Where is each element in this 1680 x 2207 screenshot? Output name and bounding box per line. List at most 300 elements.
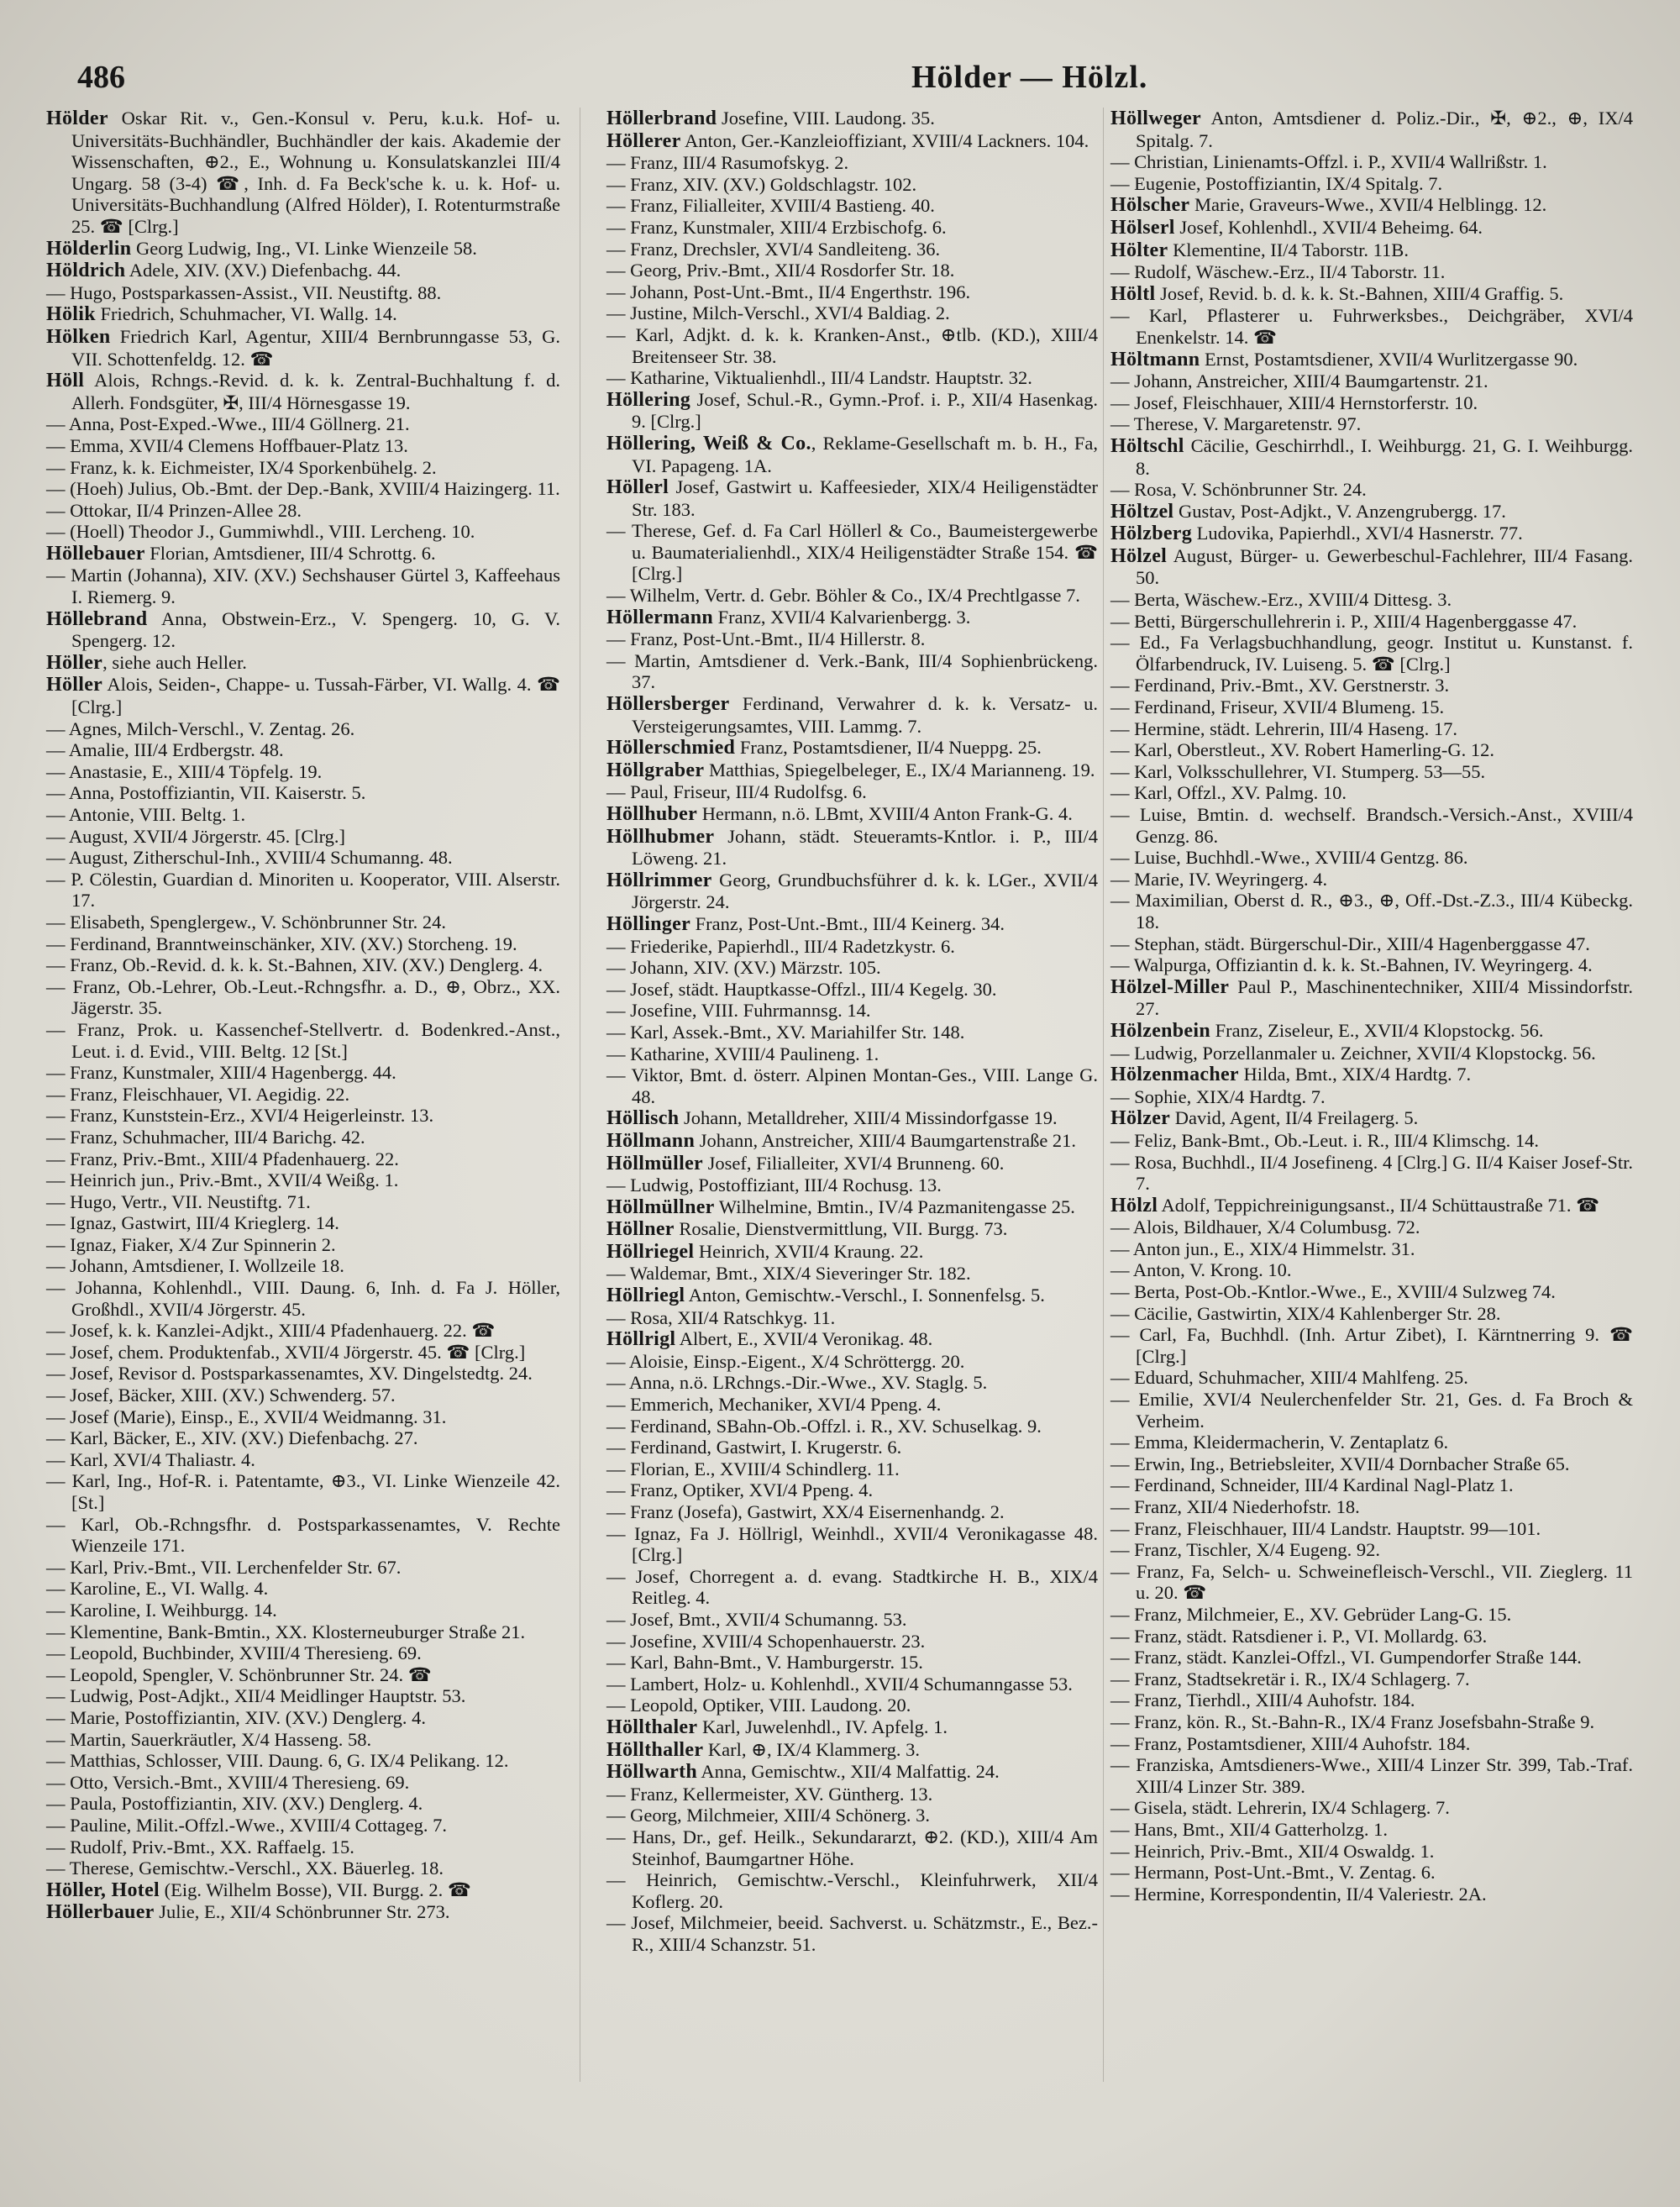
entry-text: , siehe auch Heller.	[102, 651, 247, 673]
entry-text: — August, XVII/4 Jörgerstr. 45. [Clrg.]	[46, 825, 346, 847]
directory-entry	[1110, 283, 1633, 306]
entry-surname: Hölter	[1110, 239, 1168, 261]
directory-entry	[46, 782, 560, 804]
directory-entry	[606, 1416, 1098, 1437]
entry-text: Franz, XVII/4 Kalvarienbergg. 3.	[713, 606, 971, 628]
entry-text: — (Hoell) Theodor J., Gummiwhdl., VIII. Lercheng. 10.	[46, 521, 475, 543]
directory-entry	[1110, 1453, 1633, 1475]
entry-text: — Karl, Bahn-Bmt., V. Hamburgerstr. 15.	[606, 1652, 923, 1674]
entry-text: David, Agent, II/4 Freilagerg. 5.	[1170, 1107, 1419, 1129]
entry-surname: Höllisch	[606, 1107, 680, 1130]
entry-surname: Höll	[46, 370, 85, 392]
entry-surname: Höller	[46, 674, 103, 696]
entry-text: — Franz, städt. Kanzlei-Offzl., VI. Gumpendorfer Straße 144.	[1110, 1647, 1582, 1668]
entry-text: Rosalie, Dienstvermittlung, VII. Burgg. 73.	[674, 1218, 1008, 1240]
entry-text: — Franziska, Amtsdieners-Wwe., XIII/4 Linzer Str. 399, Tab.-Traf. XIII/4 Linzer Str. 389.	[1110, 1754, 1633, 1797]
entry-text: — Ignaz, Fiaker, X/4 Zur Spinnerin 2.	[46, 1233, 336, 1255]
entry-surname: Höllerl	[606, 476, 669, 499]
entry-text: Matthias, Spiegelbeleger, E., IX/4 Marianneng. 19.	[704, 759, 1095, 780]
directory-entry	[1110, 1152, 1633, 1195]
directory-entry	[606, 607, 1098, 629]
directory-entry	[1110, 1754, 1633, 1797]
entry-surname: Höllinger	[606, 912, 691, 935]
entry-text: Friedrich Karl, Agentur, XIII/4 Bernbrunngasse 53, G. VII. Schottenfeldg. 12. ☎	[71, 325, 560, 370]
entry-text: , Reklame-Gesellschaft m. b. H., Fa, VI. Papageng. 1A.	[632, 432, 1099, 476]
directory-entry	[46, 1470, 560, 1513]
entry-text: — Ignaz, Gastwirt, III/4 Krieglerg. 14.	[46, 1212, 339, 1234]
entry-text: — Amalie, III/4 Erdbergstr. 48.	[46, 739, 284, 761]
directory-entry	[606, 1064, 1098, 1107]
entry-surname: Höllebrand	[46, 607, 148, 630]
directory-entry	[46, 1837, 560, 1858]
entry-text: — Franz, Fleischhauer, VI. Aegidig. 22.	[46, 1083, 350, 1105]
entry-text: — Franz, Kellermeister, XV. Güntherg. 13.	[606, 1783, 933, 1805]
directory-entry	[606, 1784, 1098, 1805]
directory-entry	[46, 1772, 560, 1794]
directory-entry	[606, 936, 1098, 958]
entry-surname: Höllmüller	[606, 1152, 703, 1174]
entry-text: — Klementine, Bank-Bmtin., XX. Klosterneuburger Straße 21.	[46, 1621, 526, 1642]
directory-entry	[606, 1196, 1098, 1219]
directory-entry	[1110, 1668, 1633, 1690]
entry-surname: Hölzel-Miller	[1110, 975, 1230, 998]
directory-entry	[1110, 1086, 1633, 1108]
entry-text: — August, Zitherschul-Inh., XVIII/4 Schumanng. 48.	[46, 847, 453, 869]
directory-entry	[46, 1664, 560, 1686]
entry-text: — Josef, städt. Hauptkasse-Offzl., III/4 Kegelg. 30.	[606, 978, 997, 1000]
directory-entry	[46, 718, 560, 740]
directory-entry	[1110, 479, 1633, 501]
column-divider	[1103, 108, 1104, 2082]
directory-entry	[606, 1153, 1098, 1175]
entry-text: (Eig. Wilhelm Bosse), VII. Burgg. 2. ☎	[160, 1879, 471, 1900]
directory-entry	[1110, 675, 1633, 696]
directory-entry	[606, 1805, 1098, 1826]
entry-text: Wilhelmine, Bmtin., IV/4 Pazmanitengasse 25.	[714, 1195, 1075, 1217]
directory-entry	[46, 847, 560, 869]
directory-entry	[46, 1514, 560, 1557]
entry-text: — Georg, Priv.-Bmt., XII/4 Rosdorfer Str. 18.	[606, 260, 955, 281]
directory-entry	[1110, 1281, 1633, 1303]
entry-text: Karl, ⊕, IX/4 Klammerg. 3.	[703, 1738, 921, 1760]
directory-entry	[46, 933, 560, 955]
directory-entry	[606, 1174, 1098, 1196]
directory-entry	[606, 1022, 1098, 1043]
directory-entry	[606, 1307, 1098, 1329]
entry-text: — Ludwig, Porzellanmaler u. Zeichner, XVII/4 Klopstockg. 56.	[1110, 1042, 1596, 1064]
directory-entry	[1110, 435, 1633, 479]
entry-text: — Leopold, Optiker, VIII. Laudong. 20.	[606, 1695, 911, 1716]
entry-surname: Höllerer	[606, 129, 681, 152]
directory-entry	[46, 1557, 560, 1579]
entry-text: — Martin, Amtsdiener d. Verk.-Bank, III/4 Sophienbrückeng. 37.	[606, 649, 1098, 693]
entry-text: — Karl, Priv.-Bmt., VII. Lerchenfelder Str. 67.	[46, 1556, 402, 1578]
entry-text: — Wilhelm, Vertr. d. Gebr. Böhler & Co., IX/4 Prechtlgasse 7.	[606, 585, 1080, 607]
entry-text: — Katharine, XVIII/4 Paulineng. 1.	[606, 1043, 879, 1064]
entry-text: — Hans, Bmt., XII/4 Gatterholzg. 1.	[1110, 1818, 1388, 1840]
entry-text: — Ferdinand, Priv.-Bmt., XV. Gerstnerstr. 3.	[1110, 675, 1450, 696]
directory-entry	[1110, 1216, 1633, 1238]
entry-text: — Paul, Friseur, III/4 Rudolfsg. 6.	[606, 781, 867, 803]
directory-entry	[606, 781, 1098, 803]
entry-surname: Hölserl	[1110, 216, 1175, 239]
directory-entry	[606, 1263, 1098, 1285]
directory-entry	[46, 1901, 560, 1924]
entry-text: — Anna, Post-Exped.-Wwe., III/4 Göllnerg. 21.	[46, 413, 410, 435]
directory-entry	[1110, 1324, 1633, 1367]
entry-surname: Höllthaler	[606, 1716, 698, 1738]
entry-surname: Höltl	[1110, 282, 1156, 305]
entry-text: — Elisabeth, Spenglergew., V. Schönbrunner Str. 24.	[46, 911, 447, 933]
directory-entry	[606, 1652, 1098, 1674]
directory-entry	[46, 1879, 560, 1902]
directory-entry	[606, 1869, 1098, 1912]
directory-entry	[1110, 1020, 1633, 1043]
entry-text: — Josef, chem. Produktenfab., XVII/4 Jörgerstr. 45. ☎ [Clrg.]	[46, 1341, 526, 1363]
entry-text: — Viktor, Bmt. d. österr. Alpinen Montan-Ges., VIII. Lange G. 48.	[606, 1064, 1098, 1107]
entry-text: — Martin (Johanna), XIV. (XV.) Sechshauser Gürtel 3, Kaffeehaus I. Riemerg. 9.	[46, 565, 560, 608]
directory-entry	[1110, 1303, 1633, 1325]
entry-text: — Franz, Drechsler, XVI/4 Sandleiteng. 36.	[606, 238, 941, 260]
entry-text: — Franz, kön. R., St.-Bahn-R., IX/4 Franz Josefsbahn-Straße 9.	[1110, 1710, 1595, 1732]
directory-entry	[46, 1169, 560, 1191]
directory-column-2	[606, 108, 1098, 1955]
entry-text: — Luise, Bmtin. d. wechself. Brandsch.-Versich.-Anst., XVIII/4 Genzg. 86.	[1110, 804, 1633, 847]
entry-text: — Alois, Bildhauer, X/4 Columbusg. 72.	[1110, 1216, 1420, 1238]
directory-entry	[1110, 545, 1633, 589]
entry-text: Karl, Juwelenhdl., IV. Apfelg. 1.	[697, 1716, 948, 1737]
directory-entry	[1110, 1711, 1633, 1733]
directory-entry	[1110, 1539, 1633, 1561]
directory-entry	[606, 1000, 1098, 1022]
entry-text: — Franz, Milchmeier, E., XV. Gebrüder Lang-G. 15.	[1110, 1603, 1512, 1625]
entry-text: Hilda, Bmt., XIX/4 Hardtg. 7.	[1238, 1064, 1472, 1085]
entry-text: — Marie, IV. Weyringerg. 4.	[1110, 868, 1328, 890]
entry-text: Anton, Gemischtw.-Verschl., I. Sonnenfelsg. 5.	[685, 1285, 1045, 1306]
directory-entry	[1110, 933, 1633, 955]
directory-entry	[606, 367, 1098, 389]
entry-text: — Therese, Gemischtw.-Verschl., XX. Bäuerleg. 18.	[46, 1858, 444, 1879]
directory-entry	[1110, 1604, 1633, 1626]
directory-column-3	[1110, 108, 1633, 1905]
entry-text: — Josef, Bmt., XVII/4 Schumanng. 53.	[606, 1608, 907, 1630]
entry-text: — Franz, Tischler, X/4 Eugeng. 92.	[1110, 1539, 1380, 1561]
entry-surname: Höltzel	[1110, 500, 1174, 523]
entry-text: — Therese, V. Margaretenstr. 97.	[1110, 413, 1362, 435]
directory-entry	[1110, 1043, 1633, 1064]
entry-text: — Agnes, Milch-Verschl., V. Zentag. 26.	[46, 717, 355, 739]
directory-entry	[46, 1578, 560, 1600]
entry-surname: Hölzberg	[1110, 523, 1193, 545]
entry-surname: Höldrich	[46, 260, 126, 282]
entry-text: — Hans, Dr., gef. Heilk., Sekundararzt, ⊕2. (KD.), XIII/4 Am Steinhof, Baumgartner Höhe.	[606, 1826, 1098, 1869]
directory-entry	[46, 1019, 560, 1062]
entry-text: — Karl, Adjkt. d. k. k. Kranken-Anst., ⊕tlb. (KD.), XIII/4 Breitenseer Str. 38.	[606, 323, 1098, 367]
entry-text: Heinrich, XVII/4 Kraung. 22.	[694, 1240, 924, 1262]
directory-entry	[1110, 261, 1633, 283]
directory-entry	[46, 954, 560, 976]
directory-entry	[1110, 696, 1633, 718]
entry-text: — Josef, Revisor d. Postsparkassenamtes, XV. Dingelstedtg. 24.	[46, 1363, 533, 1385]
directory-entry	[46, 435, 560, 457]
directory-entry	[606, 628, 1098, 650]
entry-text: Franz, Ziseleur, E., XVII/4 Klopstockg. 56.	[1210, 1019, 1544, 1041]
directory-entry	[606, 195, 1098, 217]
directory-entry	[46, 1642, 560, 1664]
directory-entry	[1110, 1819, 1633, 1841]
directory-entry	[46, 413, 560, 435]
entry-text: — Florian, E., XVIII/4 Schindlerg. 11.	[606, 1458, 900, 1479]
entry-text: — Otto, Versich.-Bmt., XVIII/4 Theresieng. 69.	[46, 1771, 410, 1793]
directory-entry	[1110, 370, 1633, 392]
entry-text: August, Bürger- u. Gewerbeschul-Fachlehrer, III/4 Fasang. 50.	[1136, 544, 1633, 589]
entry-text: Josef, Filialleiter, XVI/4 Brunneng. 60.	[702, 1152, 1005, 1174]
entry-text: — (Hoeh) Julius, Ob.-Bmt. der Dep.-Bank, XVIII/4 Haizingerg. 11.	[46, 478, 560, 500]
directory-entry	[1110, 1474, 1633, 1496]
entry-text: Georg Ludwig, Ing., VI. Linke Wienzeile 58.	[131, 237, 477, 259]
entry-text: — Emma, XVII/4 Clemens Hoffbauer-Platz 13.	[46, 434, 408, 456]
directory-entry	[606, 1609, 1098, 1631]
entry-text: — Franz, Prok. u. Kassenchef-Stellvertr. d. Bodenkred.-Anst., Leut. i. d. Evid., VIII. Beltg. 12 [St.]	[46, 1018, 560, 1062]
directory-entry	[1110, 1389, 1633, 1432]
directory-entry	[46, 1320, 560, 1342]
directory-entry	[46, 869, 560, 912]
directory-entry	[1110, 194, 1633, 217]
directory-entry	[606, 1523, 1098, 1566]
entry-text: — Berta, Wäschew.-Erz., XVIII/4 Dittesg. 3.	[1110, 589, 1452, 611]
directory-entry	[1110, 349, 1633, 371]
directory-entry	[606, 957, 1098, 979]
entry-surname: Höllriegel	[606, 1240, 695, 1263]
entry-text: — Cäcilie, Gastwirtin, XIX/4 Kahlenberger Str. 28.	[1110, 1302, 1501, 1324]
entry-text: — Leopold, Spengler, V. Schönbrunner Str. 24. ☎	[46, 1663, 432, 1685]
entry-text: Albert, E., XVII/4 Veronikag. 48.	[675, 1328, 933, 1350]
entry-text: — Eduard, Schuhmacher, XIII/4 Mahlfeng. 25.	[1110, 1367, 1468, 1389]
directory-entry	[606, 1674, 1098, 1695]
directory-entry	[606, 1394, 1098, 1416]
directory-entry	[1110, 632, 1633, 675]
directory-entry	[1110, 611, 1633, 633]
entry-text: — Justine, Milch-Verschl., XVI/4 Baldiag. 2.	[606, 302, 950, 324]
directory-entry	[1110, 1841, 1633, 1863]
entry-text: — Karl, Volksschullehrer, VI. Stumperg. 53—55.	[1110, 760, 1486, 782]
entry-text: — Franz, Ob.-Lehrer, Ob.-Leut.-Rchngsfhr. a. D., ⊕, Obrz., XX. Jägerstr. 35.	[46, 975, 560, 1019]
directory-entry	[1110, 1130, 1633, 1152]
entry-text: — Luise, Buchhdl.-Wwe., XVIII/4 Gentzg. 86.	[1110, 847, 1468, 869]
directory-entry	[46, 326, 560, 370]
entry-text: — Matthias, Schlosser, VIII. Daung. 6, G. IX/4 Pelikang. 12.	[46, 1750, 509, 1772]
directory-entry	[1110, 761, 1633, 783]
entry-text: Klementine, II/4 Taborstr. 11B.	[1168, 239, 1409, 260]
directory-entry	[1110, 954, 1633, 976]
entry-text: — Josefine, VIII. Fuhrmannsg. 14.	[606, 1000, 871, 1022]
entry-text: — Franz, Fa, Selch- u. Schweinefleisch-Verschl., VII. Zieglerg. 11 u. 20. ☎	[1110, 1560, 1633, 1604]
directory-entry	[46, 1363, 560, 1385]
directory-entry	[46, 1342, 560, 1364]
directory-entry	[1110, 847, 1633, 869]
entry-text: — Franz, Kunstmaler, XIII/4 Erzbischofg. 6.	[606, 216, 947, 238]
entry-text: — Josefine, XVIII/4 Schopenhauerstr. 23.	[606, 1630, 926, 1652]
entry-text: — Franz, Priv.-Bmt., XIII/4 Pfadenhauerg. 22.	[46, 1148, 399, 1169]
entry-text: Cäcilie, Geschirrhdl., I. Weihburgg. 21, G. I. Weihburgg. 8.	[1136, 434, 1633, 479]
entry-surname: Hölzenbein	[1110, 1019, 1211, 1042]
entry-surname: Höllrigl	[606, 1328, 676, 1351]
entry-text: — Rosa, XII/4 Ratschkyg. 11.	[606, 1306, 836, 1328]
entry-text: Josef, Gastwirt u. Kaffeesieder, XIX/4 Heiligenstädter Str. 183.	[632, 476, 1098, 520]
entry-text: — Walpurga, Offiziantin d. k. k. St.-Bahnen, IV. Weyringerg. 4.	[1110, 954, 1593, 976]
entry-text: Anton, Amtsdiener d. Poliz.-Dir., ✠, ⊕2., ⊕, IX/4 Spitalg. 7.	[1136, 108, 1633, 151]
entry-text: — Katharine, Viktualienhdl., III/4 Landstr. Hauptstr. 32.	[606, 367, 1032, 389]
directory-entry	[606, 302, 1098, 324]
entry-text: — Hermann, Post-Unt.-Bmt., V. Zentag. 6.	[1110, 1862, 1436, 1884]
directory-entry	[606, 281, 1098, 303]
entry-text: Hermann, n.ö. LBmt, XVIII/4 Anton Frank-G. 4.	[697, 803, 1073, 824]
directory-entry	[606, 1328, 1098, 1351]
entry-text: Friedrich, Schuhmacher, VI. Wallg. 14.	[95, 303, 397, 325]
entry-text: — Karl, Assek.-Bmt., XV. Mariahilfer Str. 148.	[606, 1021, 965, 1043]
entry-text: — Franz, XII/4 Niederhofstr. 18.	[1110, 1496, 1360, 1517]
directory-entry	[46, 674, 560, 717]
directory-entry	[606, 693, 1098, 737]
directory-entry	[606, 1826, 1098, 1869]
directory-entry	[1110, 1797, 1633, 1819]
entry-text: — Stephan, städt. Bürgerschul-Dir., XIII/4 Hagenberggasse 47.	[1110, 933, 1590, 954]
directory-entry	[1110, 976, 1633, 1020]
entry-text: — Rosa, Buchhdl., II/4 Josefineng. 4 [Clrg.] G. II/4 Kaiser Josef-Str. 7.	[1110, 1151, 1633, 1195]
directory-entry	[606, 1761, 1098, 1784]
page-title: Hölder — Hölzl.	[911, 60, 1148, 95]
entry-surname: Höllebauer	[46, 542, 145, 565]
entry-text: — Franz, Stadtsekretär i. R., IX/4 Schlagerg. 7.	[1110, 1668, 1470, 1689]
entry-surname: Höllermann	[606, 606, 713, 628]
directory-entry	[46, 1729, 560, 1751]
entry-text: Anna, Obstwein-Erz., V. Spengerg. 10, G. V. Spengerg. 12.	[71, 607, 560, 652]
directory-entry	[606, 1566, 1098, 1609]
directory-entry	[1110, 1862, 1633, 1884]
entry-text: — Hugo, Postsparkassen-Assist., VII. Neustiftg. 88.	[46, 281, 442, 303]
entry-text: Anton, Ger.-Kanzleioffiziant, XVIII/4 Lackners. 104.	[680, 129, 1089, 151]
directory-entry	[46, 457, 560, 479]
entry-surname: Hölzenmacher	[1110, 1064, 1239, 1086]
entry-text: — Franz, Optiker, XVI/4 Ppeng. 4.	[606, 1479, 874, 1501]
entry-surname: Höllner	[606, 1218, 675, 1241]
entry-text: Paul P., Maschinentechniker, XIII/4 Missindorfstr. 27.	[1136, 975, 1633, 1020]
directory-entry	[46, 804, 560, 826]
directory-entry	[1110, 890, 1633, 933]
entry-text: — Karl, Ing., Hof-R. i. Patentamte, ⊕3., VI. Linke Wienzeile 42. [St.]	[46, 1470, 560, 1513]
entry-surname: Höllhubmer	[606, 825, 715, 848]
entry-text: — Maximilian, Oberst d. R., ⊕3., ⊕, Off.-Dst.-Z.3., III/4 Kübeckg. 18.	[1110, 890, 1633, 933]
directory-entry	[606, 979, 1098, 1001]
entry-text: — Aloisie, Einsp.-Eigent., X/4 Schröttergg. 20.	[606, 1350, 965, 1372]
entry-text: — Johann, XIV. (XV.) Märzstr. 105.	[606, 957, 881, 979]
directory-entry	[1110, 1647, 1633, 1668]
directory-entry	[606, 803, 1098, 826]
directory-entry	[1110, 1518, 1633, 1540]
directory-entry	[1110, 589, 1633, 611]
directory-entry	[606, 1107, 1098, 1130]
entry-text: Josefine, VIII. Laudong. 35.	[717, 108, 935, 129]
entry-surname: Hölken	[46, 325, 111, 348]
entry-surname: Höltmann	[1110, 348, 1200, 370]
entry-text: Franz, Post-Unt.-Bmt., III/4 Keinerg. 34.	[690, 912, 1005, 934]
entry-text: — Gisela, städt. Lehrerin, IX/4 Schlagerg. 7.	[1110, 1797, 1450, 1819]
directory-entry	[1110, 1238, 1633, 1260]
directory-entry	[46, 652, 560, 675]
directory-entry	[46, 1685, 560, 1707]
entry-text: — Karl, Ob.-Rchngsfhr. d. Postsparkassenamtes, V. Rechte Wienzeile 171.	[46, 1513, 560, 1557]
directory-entry	[46, 826, 560, 848]
directory-entry	[46, 1062, 560, 1084]
directory-entry	[46, 1105, 560, 1127]
entry-text: — Martin, Sauerkräutler, X/4 Hasseng. 58.	[46, 1728, 372, 1750]
directory-entry	[1110, 305, 1633, 348]
entry-text: — Franz, Filialleiter, XVIII/4 Bastieng. 40.	[606, 195, 935, 217]
entry-text: Josef, Kohlenhdl., XVII/4 Beheimg. 64.	[1174, 216, 1483, 238]
entry-text: — Franz, städt. Ratsdiener i. P., VI. Mollardg. 63.	[1110, 1625, 1488, 1647]
entry-text: Johann, städt. Steueramts-Kntlor. i. P., III/4 Löweng. 21.	[632, 825, 1098, 870]
entry-text: — Leopold, Buchbinder, XVIII/4 Theresieng. 69.	[46, 1642, 422, 1664]
directory-entry	[46, 1750, 560, 1772]
directory-entry	[46, 1084, 560, 1106]
entry-text: — Rudolf, Wäschew.-Erz., II/4 Taborstr. 11.	[1110, 261, 1446, 283]
entry-surname: Höller	[46, 651, 103, 674]
directory-entry	[606, 1479, 1098, 1501]
entry-text: — Hugo, Vertr., VII. Neustiftg. 71.	[46, 1190, 311, 1212]
directory-entry	[606, 174, 1098, 196]
directory-entry	[46, 1406, 560, 1428]
directory-entry	[606, 152, 1098, 174]
entry-text: — Josef, Milchmeier, beeid. Sachverst. u. Schätzmstr., E., Bez.-R., XIII/4 Schanzstr. 51.	[606, 1912, 1098, 1955]
entry-text: — Karl, Offzl., XV. Palmg. 10.	[1110, 782, 1347, 804]
entry-text: — Karoline, I. Weihburgg. 14.	[46, 1599, 277, 1621]
directory-entry	[1110, 1626, 1633, 1647]
entry-text: — Heinrich, Priv.-Bmt., XII/4 Oswaldg. 1.	[1110, 1840, 1435, 1862]
directory-entry	[606, 1218, 1098, 1241]
entry-text: — Carl, Fa, Buchhdl. (Inh. Artur Zibet), I. Kärntnerring 9. ☎ [Clrg.]	[1110, 1324, 1633, 1367]
directory-entry	[46, 1277, 560, 1320]
entry-text: — Karl, Bäcker, E., XIV. (XV.) Diefenbachg. 27.	[46, 1427, 418, 1449]
entry-text: Ernst, Postamtsdiener, XVII/4 Wurlitzergasse 90.	[1200, 348, 1578, 370]
directory-entry	[606, 737, 1098, 759]
entry-text: Josef, Revid. b. d. k. k. St.-Bahnen, XIII/4 Graffig. 5.	[1155, 282, 1564, 304]
directory-entry	[606, 1043, 1098, 1065]
directory-entry	[606, 1351, 1098, 1373]
directory-entry	[1110, 1195, 1633, 1217]
directory-entry	[1110, 1259, 1633, 1281]
entry-surname: Höllweger	[1110, 108, 1201, 129]
entry-surname: Höllering, Weiß & Co.	[606, 432, 811, 455]
directory-entry	[1110, 1689, 1633, 1711]
entry-text: — Anna, Postoffiziantin, VII. Kaiserstr. 5.	[46, 782, 366, 804]
entry-text: — Georg, Milchmeier, XIII/4 Schönerg. 3.	[606, 1805, 931, 1826]
directory-entry	[46, 761, 560, 783]
entry-text: — Franz, Schuhmacher, III/4 Barichg. 42.	[46, 1126, 365, 1148]
entry-surname: Höller, Hotel	[46, 1879, 160, 1901]
entry-surname: Hölzer	[1110, 1107, 1171, 1130]
entry-text: Adolf, Teppichreinigungsanst., II/4 Schüttaustraße 71. ☎	[1158, 1194, 1600, 1216]
entry-text: Gustav, Post-Adjkt., V. Anzengrubergg. 17.	[1173, 500, 1506, 522]
entry-surname: Höltschl	[1110, 434, 1184, 457]
directory-entry	[606, 389, 1098, 433]
entry-text: Florian, Amtsdiener, III/4 Schrottg. 6.	[144, 542, 436, 564]
directory-entry	[1110, 151, 1633, 173]
entry-text: — Franz, Postamtsdiener, XIII/4 Auhofstr. 184.	[1110, 1732, 1471, 1754]
entry-text: Oskar Rit. v., Gen.-Konsul v. Peru, k.u.k. Hof- u. Universitäts-Buchhändler, Buchhändler der kais. Akademie der Wissenschaften, ⊕2., E., Wohnung u. Konsulatskanzlei III/4 Ungarg. 58 (3-4) ☎, Inh. d. Fa Beck'sche k. u. k. Hof- u. Universitäts-Buchhandlung (Alfred Hölder), I. Rotenturmstraße 25. ☎ [Clrg.]	[71, 108, 560, 237]
directory-entry	[46, 1815, 560, 1837]
entry-text: Adele, XIV. (XV.) Diefenbachg. 44.	[125, 260, 402, 281]
entry-text: — Heinrich, Gemischtw.-Verschl., Kleinfuhrwerk, XII/4 Koflerg. 20.	[606, 1869, 1098, 1912]
